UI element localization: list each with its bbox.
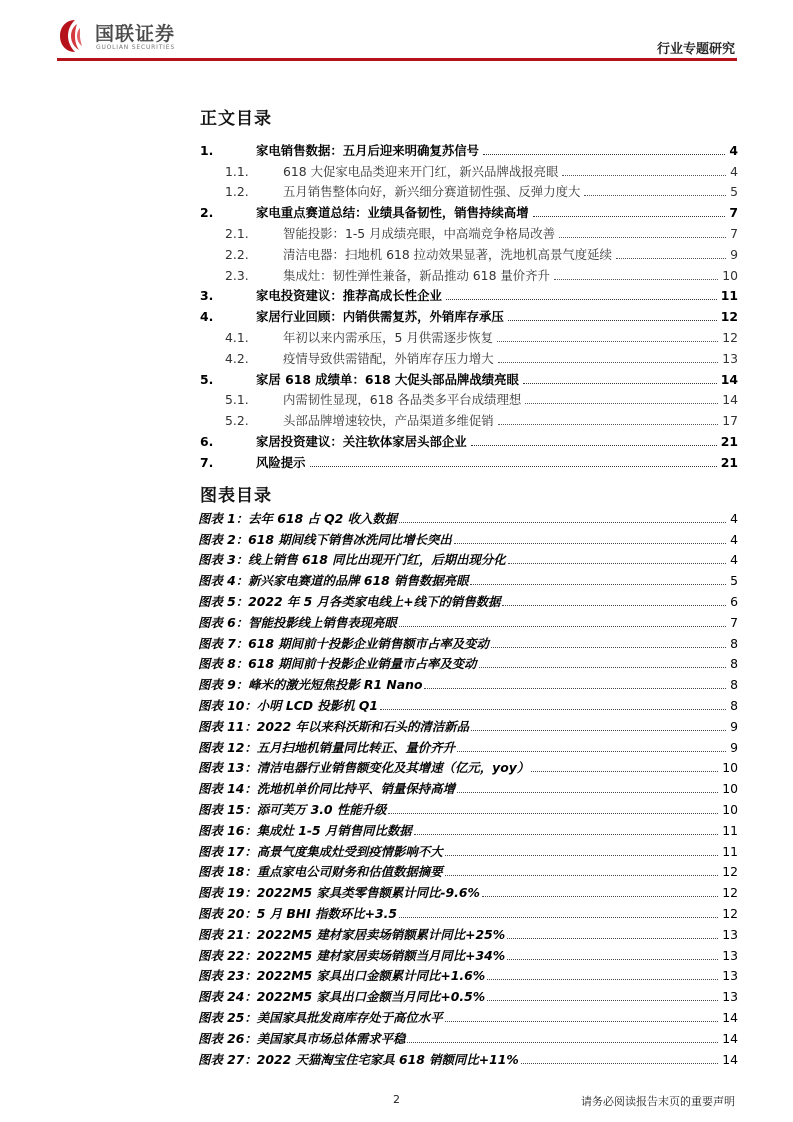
figure-leader-dots (508, 563, 726, 564)
figure-leader-dots (491, 647, 726, 648)
figure-entry-title: 图表 3：线上销售 618 同比出现开门红，后期出现分化 (198, 552, 506, 568)
figure-entry-page: 14 (722, 1030, 738, 1046)
toc-heading: 正文目录 (200, 109, 272, 129)
toc-entry[interactable] (198, 345, 738, 366)
toc-entry-page: 9 (730, 246, 738, 262)
figure-leader-dots (388, 813, 718, 814)
figure-entry-page: 8 (730, 635, 738, 651)
toc-entry-title: 家居投资建议：关注软体家居头部企业 (256, 433, 467, 449)
page-header (0, 0, 793, 60)
figure-entry-page: 12 (722, 905, 738, 921)
toc-entry-number: 5.1. (225, 392, 249, 408)
toc-entry-number: 6. (200, 433, 214, 449)
figure-entry-title: 图表 15：添可芙万 3.0 性能升级 (198, 801, 387, 817)
toc-entry-title: 五月销售整体向好，新兴细分赛道韧性强、反弹力度大 (283, 184, 581, 200)
figure-leader-dots (507, 959, 718, 960)
figure-entry-title: 图表 25：美国家具批发商库存处于高位水平 (198, 1009, 443, 1025)
toc-entry-number: 7. (200, 454, 214, 470)
figure-entry-page: 12 (722, 885, 738, 901)
figure-entry[interactable] (198, 526, 738, 547)
figure-entry-page: 14 (722, 1051, 738, 1067)
figure-entry-title: 图表 20：5 月 BHI 指数环比+3.5 (198, 905, 398, 921)
toc-leader-dots (310, 466, 717, 467)
figure-entry-page: 13 (722, 968, 738, 984)
figure-entry-page: 7 (730, 614, 738, 630)
figure-entry-page: 5 (730, 573, 738, 589)
figure-entry-title: 图表 6：智能投影线上销售表现亮眼 (198, 614, 397, 630)
figure-entry-title: 图表 5：2022 年 5 月各类家电线上+线下的销售数据 (198, 593, 501, 609)
toc-leader-dots (616, 258, 726, 259)
toc-leader-dots (498, 362, 719, 363)
figure-entry[interactable] (198, 609, 738, 630)
toc-entry-page: 5 (730, 184, 738, 200)
toc-entry[interactable] (198, 158, 738, 179)
figure-entry[interactable] (198, 547, 738, 568)
figure-leader-dots (445, 1021, 719, 1022)
footer-disclaimer: 请务必阅读报告末页的重要声明 (581, 1095, 735, 1108)
toc-leader-dots (497, 341, 718, 342)
toc-entry-title: 风险提示 (256, 454, 306, 470)
figure-entry[interactable] (198, 1046, 738, 1067)
figure-leader-dots (482, 896, 718, 897)
figure-entry-page: 8 (730, 697, 738, 713)
figure-entry-page: 9 (730, 739, 738, 755)
toc-entry[interactable] (198, 449, 738, 470)
toc-entry[interactable] (198, 137, 738, 158)
toc-entry-page: 14 (722, 392, 738, 408)
toc-entry-number: 2. (200, 205, 214, 221)
toc-entry-number: 4.1. (225, 329, 249, 345)
figure-leader-dots (454, 543, 726, 544)
toc-entry-title: 清洁电器：扫地机 618 拉动效果显著，洗地机高景气度延续 (283, 246, 612, 262)
toc-entry-title: 家电重点赛道总结：业绩具备韧性，销售持续高增 (256, 205, 529, 221)
figure-entry[interactable] (198, 838, 738, 859)
toc-leader-dots (483, 154, 725, 155)
toc-entry-title: 家居行业回顾：内销供需复苏，外销库存承压 (256, 309, 504, 325)
toc-entry[interactable] (198, 324, 738, 345)
figure-entry-page: 11 (722, 822, 738, 838)
figure-entry-title: 图表 19：2022M5 家具类零售额累计同比-9.6% (198, 885, 480, 901)
logo-english-name: GUOLIAN SECURITIES (96, 44, 175, 51)
toc-entry-number: 1.2. (225, 184, 249, 200)
figure-entry[interactable] (198, 567, 738, 588)
toc-entry[interactable] (198, 303, 738, 324)
figure-entry-title: 图表 12：五月扫地机销量同比转正、量价齐升 (198, 739, 455, 755)
figure-entry-page: 13 (722, 947, 738, 963)
toc-leader-dots (446, 299, 717, 300)
toc-entry-page: 4 (729, 142, 738, 158)
figure-entry-title: 图表 27：2022 天猫淘宝住宅家具 618 销额同比+11% (198, 1051, 519, 1067)
toc-leader-dots (554, 279, 718, 280)
figure-entry[interactable] (198, 817, 738, 838)
toc-entry-number: 3. (200, 288, 214, 304)
figure-entry-page: 13 (722, 989, 738, 1005)
figure-entry-title: 图表 4：新兴家电赛道的品牌 618 销售数据亮眼 (198, 573, 469, 589)
figure-entry-page: 13 (722, 926, 738, 942)
figure-entry-title: 图表 18：重点家电公司财务和估值数据摘要 (198, 864, 443, 880)
figure-entry-page: 4 (730, 531, 738, 547)
figure-entry[interactable] (198, 796, 738, 817)
figure-leader-dots (479, 667, 727, 668)
figure-entry-page: 4 (730, 552, 738, 568)
figure-leader-dots (507, 938, 718, 939)
figure-entry[interactable] (198, 983, 738, 1004)
company-logo (57, 20, 197, 54)
toc-entry[interactable] (198, 407, 738, 428)
figure-entry[interactable] (198, 505, 738, 526)
toc-leader-dots (525, 403, 718, 404)
toc-leader-dots (498, 424, 719, 425)
toc-entry-number: 1.1. (225, 163, 249, 179)
toc-entry[interactable] (198, 241, 738, 262)
toc-entry-page: 7 (730, 225, 738, 241)
toc-entry[interactable] (198, 366, 738, 387)
figure-entry[interactable] (198, 734, 738, 755)
figure-entry-title: 图表 8：618 期间前十投影企业销量市占率及变动 (198, 656, 477, 672)
figure-entry[interactable] (198, 755, 738, 776)
figure-entry[interactable] (198, 900, 738, 921)
figure-entry-title: 图表 13：清洁电器行业销售额变化及其增速（亿元，yoy） (198, 760, 530, 776)
figure-entry-title: 图表 11：2022 年以来科沃斯和石头的清洁新品 (198, 718, 469, 734)
figure-entry-title: 图表 17：高景气度集成灶受到疫情影响不大 (198, 843, 443, 859)
figure-leader-dots (380, 709, 726, 710)
figure-entry-title: 图表 22：2022M5 建材家居卖场销额当月同比+34% (198, 947, 506, 963)
toc-leader-dots (559, 237, 726, 238)
figure-entry[interactable] (198, 879, 738, 900)
toc-entry-title: 家电销售数据：五月后迎来明确复苏信号 (256, 142, 480, 158)
figure-entry-page: 10 (722, 760, 738, 776)
header-divider (57, 58, 737, 61)
figure-entry-page: 8 (730, 677, 738, 693)
toc-entry[interactable] (198, 262, 738, 283)
figure-leader-dots (457, 792, 718, 793)
toc-entry-number: 2.1. (225, 225, 249, 241)
figure-leader-dots (399, 917, 718, 918)
toc-leader-dots (584, 195, 726, 196)
figure-entry[interactable] (198, 775, 738, 796)
toc-entry-page: 14 (720, 371, 738, 387)
figure-entry-page: 14 (722, 1009, 738, 1025)
toc-entry-title: 年初以来内需承压，5 月供需逐步恢复 (283, 329, 494, 345)
figure-entry[interactable] (198, 1004, 738, 1025)
figure-entry[interactable] (198, 942, 738, 963)
toc-entry-page: 10 (722, 267, 738, 283)
figure-entry[interactable] (198, 692, 738, 713)
toc-entry-page: 17 (722, 413, 738, 429)
toc-entry-page: 4 (730, 163, 738, 179)
figure-leader-dots (399, 626, 726, 627)
figure-entry[interactable] (198, 963, 738, 984)
figure-entry-title: 图表 26：美国家具市场总体需求平稳 (198, 1030, 406, 1046)
figure-entry[interactable] (198, 859, 738, 880)
figure-leader-dots (424, 688, 726, 689)
toc-entry-number: 2.3. (225, 267, 249, 283)
figure-leader-dots (445, 855, 719, 856)
figure-leader-dots (470, 584, 726, 585)
toc-entry-title: 内需韧性显现，618 各品类多平台成绩理想 (283, 392, 522, 408)
toc-entry[interactable] (198, 179, 738, 200)
lof-heading: 图表目录 (200, 486, 272, 506)
figure-leader-dots (399, 522, 726, 523)
toc-entry[interactable] (198, 283, 738, 304)
toc-entry[interactable] (198, 220, 738, 241)
toc-entry-page: 21 (720, 454, 738, 470)
toc-leader-dots (562, 175, 726, 176)
toc-entry[interactable] (198, 387, 738, 408)
toc-entry-page: 11 (720, 288, 738, 304)
figure-entry-page: 6 (730, 593, 738, 609)
figure-leader-dots (521, 1063, 718, 1064)
figure-entry-title: 图表 2：618 期间线下销售冰洗同比增长突出 (198, 531, 452, 547)
figure-entry[interactable] (198, 921, 738, 942)
toc-entry-title: 家电投资建议：推荐高成长性企业 (256, 288, 442, 304)
figure-entry-title: 图表 24：2022M5 家具出口金额当月同比+0.5% (198, 989, 486, 1005)
figure-leader-dots (457, 751, 726, 752)
figure-entry-page: 10 (722, 801, 738, 817)
toc-entry-title: 疫情导致供需错配，外销库存压力增大 (283, 350, 494, 366)
toc-entry-number: 2.2. (225, 246, 249, 262)
figure-entry[interactable] (198, 630, 738, 651)
figure-entry-title: 图表 21：2022M5 建材家居卖场销额累计同比+25% (198, 926, 506, 942)
toc-entry-page: 12 (720, 309, 738, 325)
figure-entry-title: 图表 16：集成灶 1-5 月销售同比数据 (198, 822, 412, 838)
figure-entry[interactable] (198, 588, 738, 609)
figure-entry-page: 4 (730, 510, 738, 526)
toc-entry-title: 618 大促家电品类迎来开门红，新兴品牌战报亮眼 (283, 163, 559, 179)
figure-leader-dots (471, 730, 726, 731)
figure-leader-dots (407, 1042, 718, 1043)
figure-entry-page: 8 (730, 656, 738, 672)
toc-entry-number: 4.2. (225, 350, 249, 366)
figure-leader-dots (487, 1000, 718, 1001)
figure-leader-dots (445, 875, 719, 876)
report-type-label: 行业专题研究 (656, 42, 735, 57)
list-of-figures (198, 505, 738, 1067)
toc-entry[interactable] (198, 199, 738, 220)
toc-entry-number: 1. (200, 142, 214, 158)
figure-entry-title: 图表 1：去年 618 占 Q2 收入数据 (198, 510, 398, 526)
toc-entry-title: 智能投影：1-5 月成绩亮眼，中高端竞争格局改善 (283, 225, 555, 241)
figure-entry[interactable] (198, 713, 738, 734)
figure-entry[interactable] (198, 671, 738, 692)
logo-chinese-name: 国联证券 (95, 23, 176, 45)
toc-leader-dots (471, 445, 717, 446)
figure-entry-title: 图表 23：2022M5 家具出口金额累计同比+1.6% (198, 968, 486, 984)
toc-leader-dots (508, 320, 717, 321)
figure-entry-title: 图表 7：618 期间前十投影企业销售额市占率及变动 (198, 635, 489, 651)
figure-entry-page: 10 (722, 781, 738, 797)
toc-entry[interactable] (198, 428, 738, 449)
toc-entry-page: 21 (720, 433, 738, 449)
toc-entry-number: 5. (200, 371, 214, 387)
toc-entry-page: 7 (729, 205, 738, 221)
figure-entry[interactable] (198, 651, 738, 672)
toc-entry-title: 家居 618 成绩单：618 大促头部品牌战绩亮眼 (256, 371, 519, 387)
figure-leader-dots (487, 979, 718, 980)
figure-entry-page: 12 (722, 864, 738, 880)
table-of-contents (198, 137, 738, 470)
toc-entry-page: 12 (722, 329, 738, 345)
figure-leader-dots (414, 834, 719, 835)
figure-entry-title: 图表 14：洗地机单价同比持平、销量保持高增 (198, 781, 455, 797)
figure-leader-dots (502, 605, 726, 606)
toc-leader-dots (533, 216, 726, 217)
toc-leader-dots (523, 383, 717, 384)
figure-entry-title: 图表 10：小明 LCD 投影机 Q1 (198, 697, 379, 713)
page-number: 2 (393, 1093, 400, 1106)
toc-entry-page: 13 (722, 350, 738, 366)
figure-entry-page: 9 (730, 718, 738, 734)
toc-entry-number: 4. (200, 309, 214, 325)
toc-entry-number: 5.2. (225, 413, 249, 429)
toc-entry-title: 头部品牌增速较快，产品渠道多维促销 (283, 413, 494, 429)
figure-entry[interactable] (198, 1025, 738, 1046)
logo-emblem-icon (57, 18, 93, 54)
figure-leader-dots (531, 771, 718, 772)
figure-entry-page: 11 (722, 843, 738, 859)
figure-entry-title: 图表 9：峰米的激光短焦投影 R1 Nano (198, 677, 423, 693)
toc-entry-title: 集成灶：韧性弹性兼备，新品推动 618 量价齐升 (283, 267, 550, 283)
